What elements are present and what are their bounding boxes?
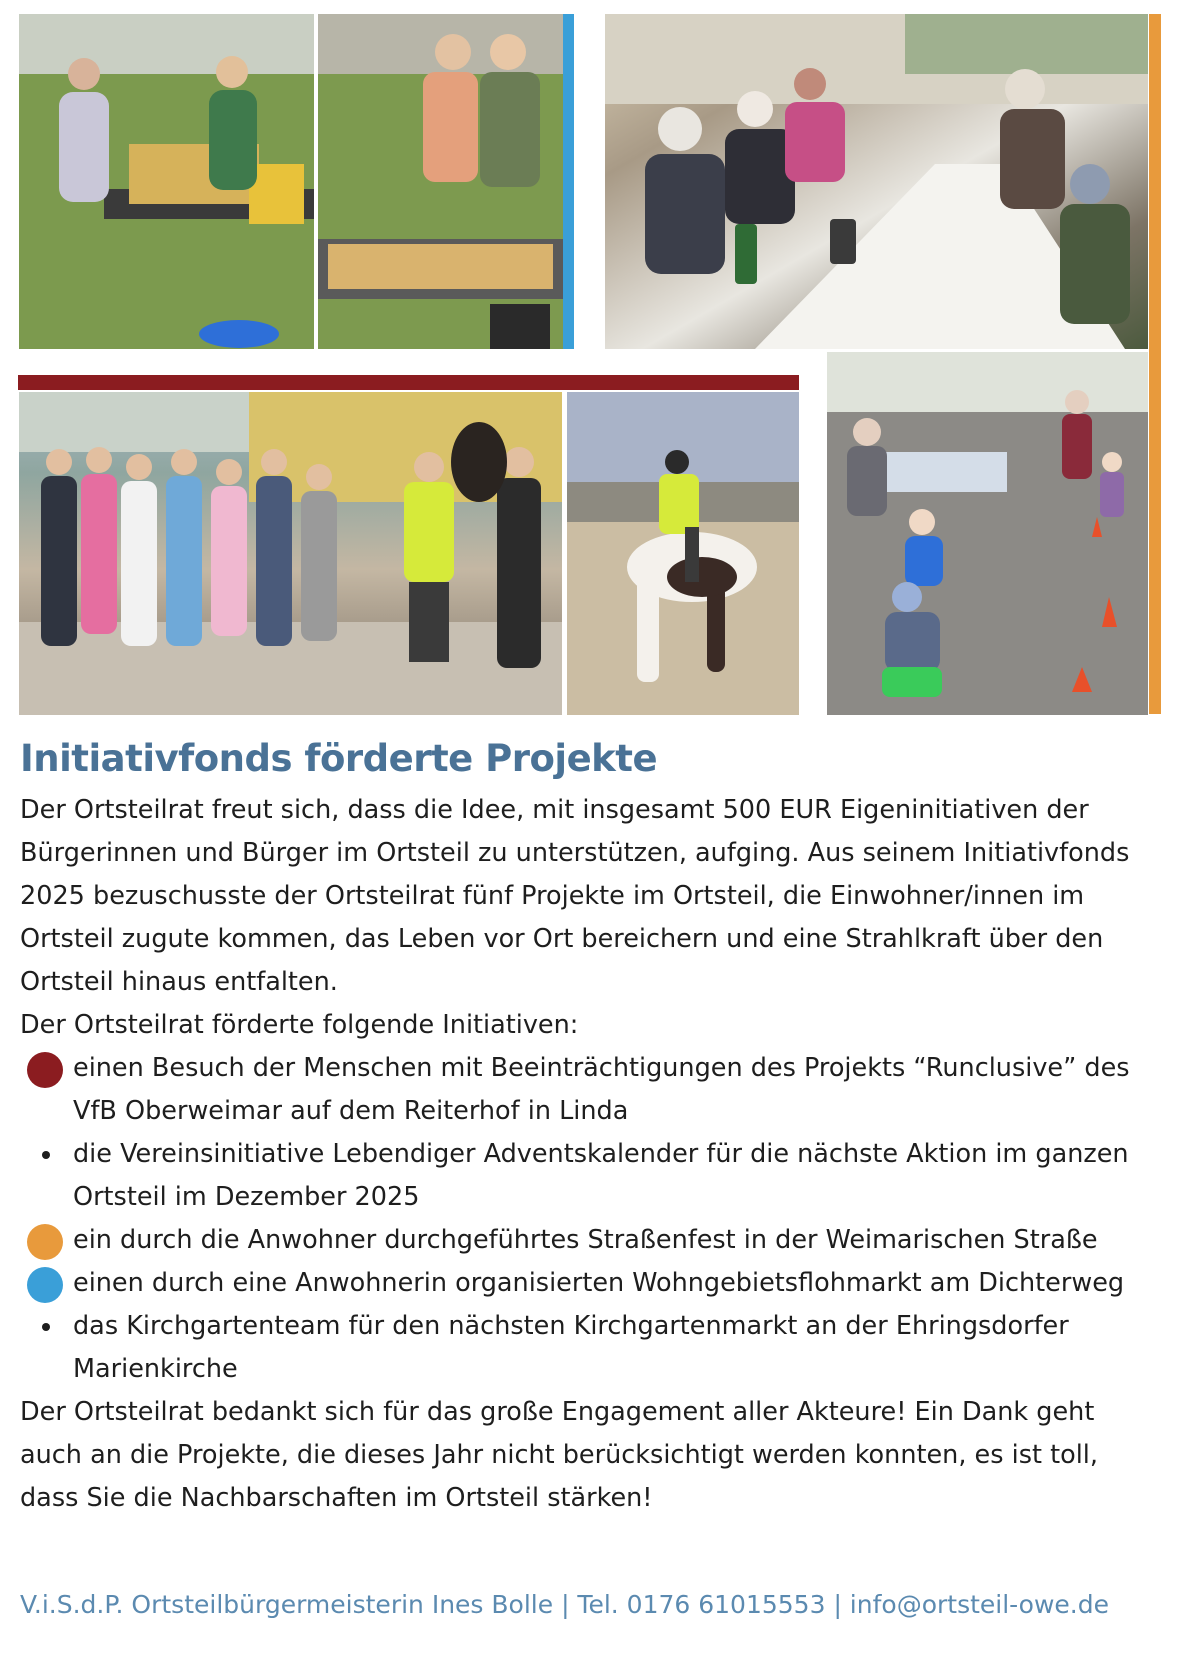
article bbox=[20, 735, 1160, 1520]
list-item bbox=[20, 1133, 1160, 1219]
photo-flea-market-boys-art bbox=[318, 14, 563, 349]
accent-bar-red bbox=[18, 375, 799, 390]
photo-street-festival-table bbox=[605, 14, 1148, 349]
photo-riding-stable-group bbox=[19, 392, 562, 715]
list-intro: Der Ortsteilrat förderte folgende Initiativen: bbox=[20, 1010, 579, 1040]
blue-circle-marker-icon bbox=[27, 1267, 63, 1303]
list-item-text: das Kirchgartenteam für den nächsten Kirchgartenmarkt an der Ehringsdorfer Marienkirche bbox=[73, 1311, 1069, 1384]
initiatives-list bbox=[20, 1047, 1160, 1391]
photo-riding-stable-group-art bbox=[19, 392, 562, 715]
list-item-text: ein durch die Anwohner durchgeführtes Straßenfest in der Weimarischen Straße bbox=[73, 1225, 1098, 1255]
list-item bbox=[20, 1047, 1160, 1133]
article-title: Initiativfonds förderte Projekte bbox=[20, 737, 658, 780]
list-item bbox=[20, 1262, 1160, 1305]
article-closing: Der Ortsteilrat bedankt sich für das große Engagement aller Akteure! Ein Dank geht auch an die Projekte, die dieses Jahr nicht berücksichtigt werden konnten, es ist toll, dass Sie die Nachbarschaften im Ortsteil stärken! bbox=[20, 1397, 1098, 1513]
photo-horse-rider bbox=[567, 392, 799, 715]
list-item-text: einen Besuch der Menschen mit Beeinträchtigungen des Projekts “Runclusive” des VfB Oberweimar auf dem Reiterhof in Linda bbox=[73, 1053, 1130, 1126]
photo-horse-rider-art bbox=[567, 392, 799, 715]
article-intro: Der Ortsteilrat freut sich, dass die Idee, mit insgesamt 500 EUR Eigeninitiativen der Bürgerinnen und Bürger im Ortsteil zu unterstützen, aufging. Aus seinem Initiativfonds 2025 bezuschusste der Ortsteilrat fünf Projekte im Ortsteil, die Einwohner/innen im Ortsteil zugute kommen, das Leben vor Ort bereichern und eine Strahlkraft über den Ortsteil hinaus entfalten. bbox=[20, 795, 1130, 997]
photo-street-festival-table-art bbox=[605, 14, 1148, 349]
list-item-text: einen durch eine Anwohnerin organisierten Wohngebietsflohmarkt am Dichterweg bbox=[73, 1268, 1125, 1298]
list-item-text: die Vereinsinitiative Lebendiger Adventskalender für die nächste Aktion im ganzen Ortsteil im Dezember 2025 bbox=[73, 1139, 1129, 1212]
photo-flea-market-boys bbox=[318, 14, 563, 349]
red-circle-marker-icon bbox=[27, 1052, 63, 1088]
photo-flea-market-women bbox=[19, 14, 314, 349]
photo-street-festival-children-art bbox=[827, 352, 1148, 715]
accent-bar-orange bbox=[1149, 14, 1161, 714]
bullet-icon bbox=[42, 1151, 50, 1159]
list-item bbox=[20, 1305, 1160, 1391]
bullet-icon bbox=[42, 1323, 50, 1331]
list-item bbox=[20, 1219, 1160, 1262]
photo-flea-market-women-art bbox=[19, 14, 314, 349]
photo-street-festival-children bbox=[827, 352, 1148, 715]
accent-bar-blue bbox=[563, 14, 574, 349]
orange-circle-marker-icon bbox=[27, 1224, 63, 1260]
imprint-footer: V.i.S.d.P. Ortsteilbürgermeisterin Ines Bolle | Tel. 0176 61015553 | info@ortsteil-owe.de bbox=[20, 1590, 1109, 1619]
